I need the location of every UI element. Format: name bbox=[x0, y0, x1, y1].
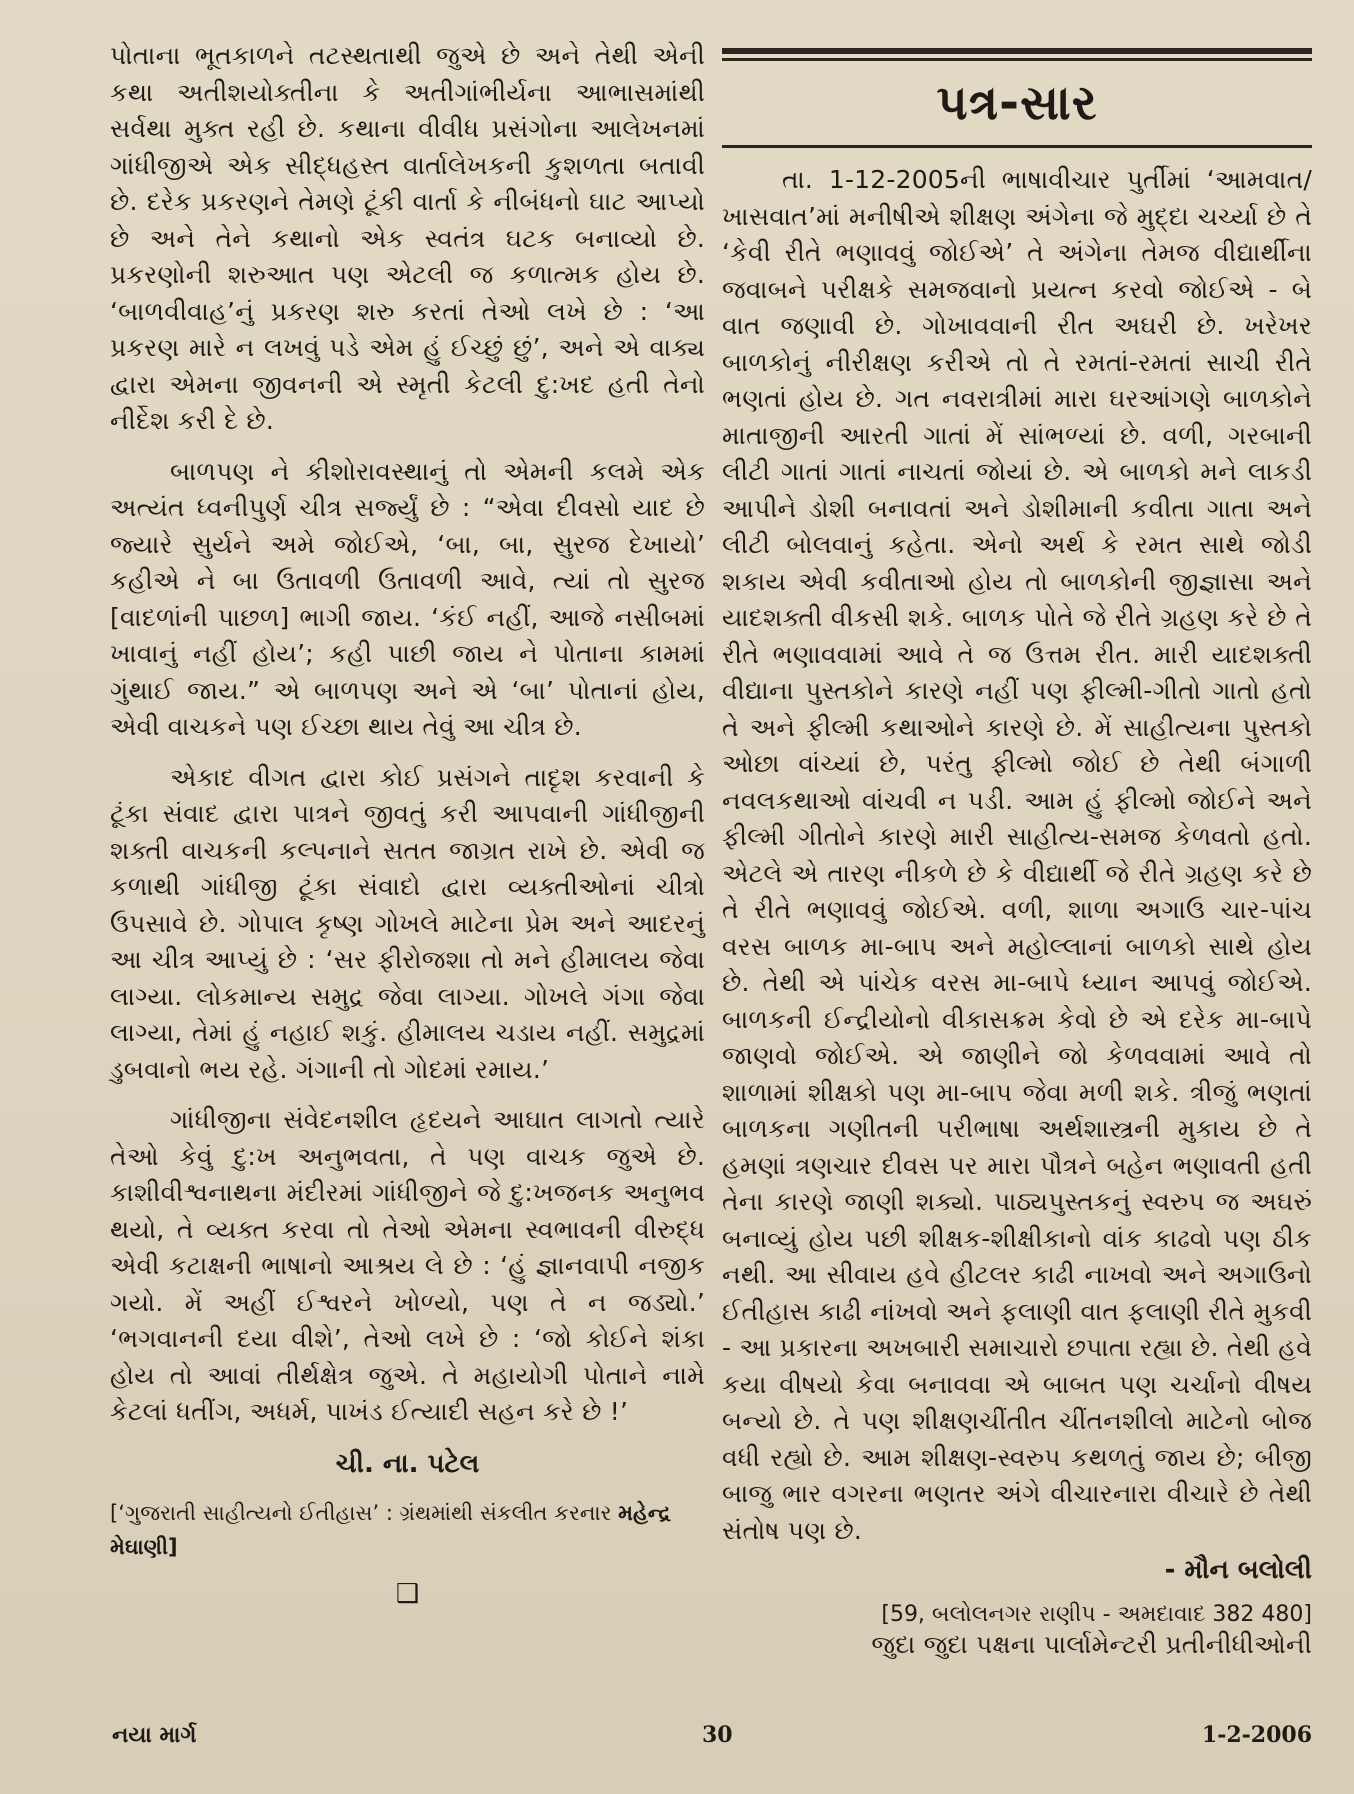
body-paragraph: બાળપણ ને કીશોરાવસ્થાનું તો એમની કલમે એક અત્યંત ધ્વનીપુર્ણ ચીત્ર સર્જ્યું છે : “એવા દીવસો યાદ છે જ્યારે સુર્યને અમે જોઈએ, ‘બા, બા, સુરજ દેખાયો’ કહીએ ને બા ઉતાવળી ઉતાવળી આવે, ત્યાં તો સુરજ [વાદળાંની પાછળ] ભાગી જાય. ‘કંઈ નહીં, આજે નસીબમાં ખાવાનું નહીં હોય’; કહી પાછી જાય ને પોતાના કામમાં ગુંથાઈ જાય.” એ બાળપણ અને એ ‘બા’ પોતાનાં હોય, એવી વાચકને પણ ઈચ્છા થાય તેવું આ ચીત્ર છે. bbox=[110, 456, 705, 741]
issue-date: 1-2-2006 bbox=[1201, 1722, 1312, 1748]
article-signature: ચી. ના. પટેલ bbox=[335, 1448, 480, 1479]
right-column bbox=[722, 38, 1312, 1664]
source-note bbox=[110, 1496, 705, 1564]
letter-author: - મૌન બલોલી bbox=[1164, 1555, 1312, 1585]
letter-address: [59, બલોલનગર રાણીપ - અમદાવાદ 382 480] bbox=[881, 1602, 1312, 1627]
left-column bbox=[110, 38, 705, 1608]
heading-rule-top bbox=[722, 48, 1312, 54]
end-mark-icon: ❑ bbox=[395, 1578, 420, 1609]
body-paragraph: ગાંધીજીના સંવેદનશીલ હૃદયને આઘાત લાગતો ત્યારે તેઓ કેવું દુ:ખ અનુભવતા, તે પણ વાચક જુએ છે. કાશીવીશ્વનાથના મંદીરમાં ગાંધીજીને જે દુ:ખજનક અનુભવ થયો, તે વ્યક્ત કરવા તો તેઓ એમના સ્વભાવની વીરુદ્ધ એવી કટાક્ષની ભાષાનો આશ્રય લે છે : ‘હું જ્ઞાનવાપી નજીક ગયો. મેં અહીં ઈશ્વરને ખોળ્યો, પણ તે ન જડ્યો.’ ‘ભગવાનની દયા વીશે’, તેઓ લખે છે : ‘જો કોઈને શંકા હોય તો આવાં તીર્થક્ષેત્ર જુએ. તે મહાયોગી પોતાને નામે કેટલાં ધતીંગ, અધર્મ, પાખંડ ઈત્યાદી સહન કરે છે !’ bbox=[110, 1105, 705, 1426]
letter-paragraph: તા. 1-12-2005ની ભાષાવીચાર પુર્તીમાં ‘આમવાત/ખાસવાત’માં મનીષીએ શીક્ષણ અંગેના જે મુદ્દા ચર્ચ્યા છે તે ‘કેવી રીતે ભણાવવું જોઈએ’ તે અંગેના તેમજ વીદ્યાર્થીના જવાબને પરીક્ષકે સમજવાનો પ્રયત્ન કરવો જોઈએ - બે વાત જણાવી છે. ગોખાવવાની રીત અઘરી છે. ખરેખર બાળકોનું નીરીક્ષણ કરીએ તો તે રમતાં-રમતાં સાચી રીતે ભણતાં હોય છે. ગત નવરાત્રીમાં મારા ઘરઆંગણે બાળકોને માતાજીની આરતી ગાતાં મેં સાંભળ્યાં છે. વળી, ગરબાની લીટી ગાતાં ગાતાં નાચતાં જોયાં છે. એ બાળકો મને લાકડી આપીને ડોશી બનાવતાં અને ડોશીમાની કવીતા ગાતા અને લીટી બોલવાનું કહેતા. એનો અર્થ કે રમત સાથે જોડી શકાય એવી કવીતાઓ હોય તો બાળકોની જીજ્ઞાસા અને યાદશક્તી વીકસી શકે. બાળક પોતે જે રીતે ગ્રહણ કરે છે તે રીતે ભણાવવામાં આવે તે જ ઉત્તમ રીત. મારી યાદશક્તી વીદ્યાના પુસ્તકોને કારણે નહીં પણ ફીલ્મી-ગીતો ગાતો હતો તે અને ફીલ્મી કથાઓને કારણે છે. મેં સાહીત્યના પુસ્તકો ઓછા વાંચ્યાં છે, પરંતુ ફીલ્મો જોઈ છે તેથી બંગાળી નવલકથાઓ વાંચવી ન પડી. આમ હું ફીલ્મો જોઈને અને ફીલ્મી ગીતોને કારણે મારી સાહીત્ય-સમજ કેળવતો હતો. એટલે એ તારણ નીકળે છે કે વીદ્યાર્થી જે રીતે ગ્રહણ કરે છે તે રીતે ભણાવવું જોઈએ. વળી, શાળા અગાઉ ચાર-પાંચ વરસ બાળક મા-બાપ અને મહોલ્લાનાં બાળકો સાથે હોય છે. તેથી એ પાંચેક વરસ મા-બાપે ધ્યાન આપવું જોઈએ. બાળકની ઈન્દ્રીયોનો વીકાસક્રમ કેવો છે એ દરેક મા-બાપે જાણવો જોઈએ. એ જાણીને જો કેળવવામાં આવે તો શાળામાં શીક્ષકો પણ મા-બાપ જેવા મળી શકે. ત્રીજું ભણતાં બાળકના ગણીતની પરીભાષા અર્થશાસ્ત્રની મુકાય છે તે હમણાં ત્રણચાર દીવસ પર મારા પૌત્રને બહેન ભણાવતી હતી તેના કારણે જાણી શક્યો. પાઠ્યપુસ્તકનું સ્વરુપ જ અઘરું બનાવ્યું હોય પછી શીક્ષક-શીક્ષીકાનો વાંક કાઢવો પણ ઠીક નથી. આ સીવાય હવે હીટલર કાઢી નાખવો અને અગાઉનો ઈતીહાસ કાઢી નાંખવો અને ફલાણી વાત ફલાણી રીતે મુકવી - આ પ્રકારના અખબારી સમાચારો છપાતા રહ્યા છે. તેથી હવે કયા વીષયો કેવા બનાવવા એ બાબત પણ ચર્ચાનો વીષય બન્યો છે. તે પણ શીક્ષણચીંતીત ચીંતનશીલો માટેનો બોજ વધી રહ્યો છે. આમ શીક્ષણ-સ્વરુપ કથળતું જાય છે; બીજી બાજુ ભાર વગરના ભણતર અંગે વીચારનારા વીચારે છે તેથી સંતોષ પણ છે. bbox=[722, 165, 1312, 1545]
next-article-line: જુદા જુદા પક્ષના પાર્લામેન્ટરી પ્રતીનીધીઓની bbox=[871, 1630, 1312, 1659]
page-footer bbox=[112, 1722, 1312, 1752]
page-number: 30 bbox=[702, 1722, 733, 1748]
body-paragraph: પોતાના ભૂતકાળને તટસ્થતાથી જુએ છે અને તેથી એની કથા અતીશયોક્તીના કે અતીગાંભીર્યના આભાસમાંથી સર્વથા મુક્ત રહી છે. કથાના વીવીધ પ્રસંગોના આલેખનમાં ગાંધીજીએ એક સીદ્ધહસ્ત વાર્તાલેખકની કુશળતા બતાવી છે. દરેક પ્રકરણને તેમણે ટૂંકી વાર્તા કે નીબંધનો ઘાટ આપ્યો છે અને તેને કથાનો એક સ્વતંત્ર ઘટક બનાવ્યો છે. પ્રકરણોની શરુઆત પણ એટલી જ કળાત્મક હોય છે. ‘બાળવીવાહ’નું પ્રકરણ શરુ કરતાં તેઓ લખે છે : ‘આ પ્રકરણ મારે ન લખવું પડે એમ હું ઈચ્છું છું’, અને એ વાક્ય દ્વારા એમના જીવનની એ સ્મૃતી કેટલી દુ:ખદ હતી તેનો નીર્દેશ કરી દે છે. bbox=[110, 41, 705, 435]
magazine-name: નયા માર્ગ bbox=[112, 1722, 197, 1748]
heading-rule-bottom bbox=[722, 145, 1312, 148]
heading-rule-thin bbox=[722, 58, 1312, 61]
source-compiler: મહેન્દ્ર મેઘાણી] bbox=[110, 1500, 671, 1559]
body-paragraph: એકાદ વીગત દ્વારા કોઈ પ્રસંગને તાદૃશ કરવાની કે ટૂંકા સંવાદ દ્વારા પાત્રને જીવતું કરી આપવાની ગાંધીજીની શક્તી વાચકની કલ્પનાને સતત જાગ્રત રાખે છે. એવી જ કળાથી ગાંધીજી ટૂંકા સંવાદો દ્વારા વ્યક્તીઓનાં ચીત્રો ઉપસાવે છે. ગોપાલ કૃષ્ણ ગોખલે માટેના પ્રેમ અને આદરનું આ ચીત્ર આપ્યું છે : ‘સર ફીરોજશા તો મને હીમાલય જેવા લાગ્યા. લોકમાન્ય સમુદ્ર જેવા લાગ્યા. ગોખલે ગંગા જેવા લાગ્યા, તેમાં હું નહાઈ શકું. હીમાલય ચડાય નહીં. સમુદ્રમાં ડુબવાનો ભય રહે. ગંગાની તો ગોદમાં રમાય.’ bbox=[110, 762, 705, 1084]
section-heading: પત્ર-સાર bbox=[936, 75, 1098, 131]
source-note-text: [‘ગુજરાતી સાહીત્યનો ઈતીહાસ’ : ગ્રંથમાંથી સંકલીત કરનાર bbox=[110, 1500, 612, 1525]
